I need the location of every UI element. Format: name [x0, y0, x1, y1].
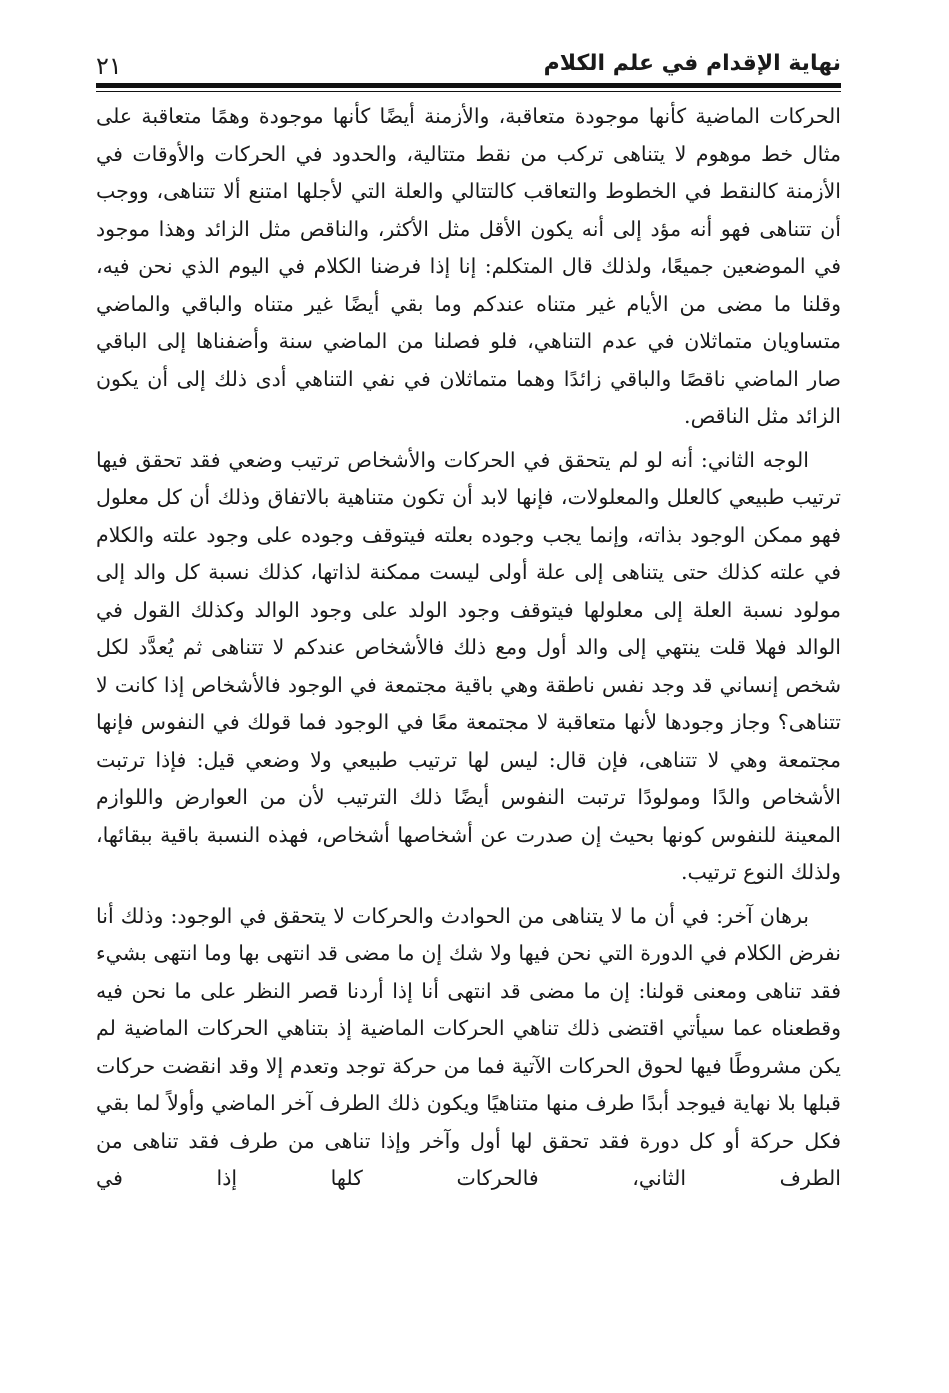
paragraph: برهان آخر: في أن ما لا يتناهى من الحوادث والحركات لا يتحقق في الوجود: وذلك أنا نفرض الكلام في الدورة التي نحن فيها ولا شك إن ما مضى قد انتهى بها وما انتهى بشيء فقد تناهى ومعنى قولنا: إن ما مضى قد انتهى أنا إذا أردنا قصر النظر على ما نحن فيه وقطعناه عما سيأتي اقتضى ذلك تناهي الحركات الماضية إذ بتناهي الحركات الماضية لم يكن مشروطًا فيها لحوق الحركات الآتية فما من حركة توجد وتعدم إلا وقد انقضت حركات قبلها بلا نهاية فيوجد أبدًا طرف منها متناهيًا ويكون ذلك الطرف آخر الماضي وأولاً لما بقي فكل حركة أو كل دورة فقد تحقق لها أول وآخر وإذا تناهى من طرف فقد تناهى من الطرف الثاني، فالحركات كلها إذا في	[96, 903, 841, 1190]
paragraph: الحركات الماضية كأنها موجودة متعاقبة، والأزمنة أيضًا كأنها موجودة وهمًا متعاقبة على مثال خط موهوم لا يتناهى تركب من نقط متتالية، والحدود في الحركات والأوقات في الأزمنة كالنقط في الخطوط والتعاقب كالتتالي والعلة التي لأجلها امتنع ألا تتناهى، ووجب أن تتناهى فهو أنه مؤد إلى أنه يكون الأقل مثل الأكثر، والناقص مثل الزائد وهذا موجود في الموضعين جميعًا، ولذلك قال المتكلم: إنا إذا فرضنا الكلام في اليوم الذي نحن فيه، وقلنا ما مضى من الأيام غير متناه عندكم وما بقي أيضًا غير متناه والباقي والماضي متساويان متماثلان في عدم التناهي، فلو فصلنا من الماضي سنة وأضفناها إلى الباقي صار الماضي ناقصًا والباقي زائدًا وهما متماثلان في نفي التناهي أدى ذلك إلى أن يكون الزائد مثل الناقص.	[96, 104, 841, 428]
paragraph: الوجه الثاني: أنه لو لم يتحقق في الحركات والأشخاص ترتيب وضعي فقد تحقق فيها ترتيب طبيعي كالعلل والمعلولات، فإنها لابد أن تكون متناهية بالاتفاق وذلك أن كل معلول فهو ممكن الوجود بذاته، وإنما يجب وجوده بعلته فيتوقف وجوده على وجود علته والكلام في علته كذلك حتى يتناهى إلى علة أولى ليست ممكنة لذاتها، كذلك نسبة كل والد إلى مولود نسبة العلة إلى معلولها فيتوقف وجود الولد على وجود الوالد وكذلك القول في الوالد فهلا قلت ينتهي إلى والد أول ومع ذلك فالأشخاص عندكم لا تتناهى ثم يُعدَّد لكل شخص إنساني قد وجد نفس ناطقة وهي باقية مجتمعة في الوجود فالأشخاص إذا كانت لا تتناهى؟ وجاز وجودها لأنها متعاقبة لا مجتمعة معًا في الوجود فما قولك في النفوس فإنها مجتمعة وهي لا تتناهى، فإن قال: ليس لها ترتيب طبيعي ولا وضعي قيل: فإذا ترتبت الأشخاص والدًا ومولودًا ترتبت النفوس أيضًا ذلك الترتيب لأن من العوارض واللوازم المعينة للنفوس كونها بحيث إن صدرت عن أشخاصها أشخاص، فهذه النسبة باقية ببقائها، ولذلك النوع ترتيب.	[96, 447, 841, 884]
header-rule-thick	[96, 83, 841, 88]
running-head	[96, 44, 841, 84]
page-number: ٢١	[96, 52, 122, 80]
book-title: نهاية الإقدام في علم الكلام	[543, 51, 841, 76]
header-rule-thin	[96, 91, 841, 92]
body-text	[96, 98, 841, 1204]
